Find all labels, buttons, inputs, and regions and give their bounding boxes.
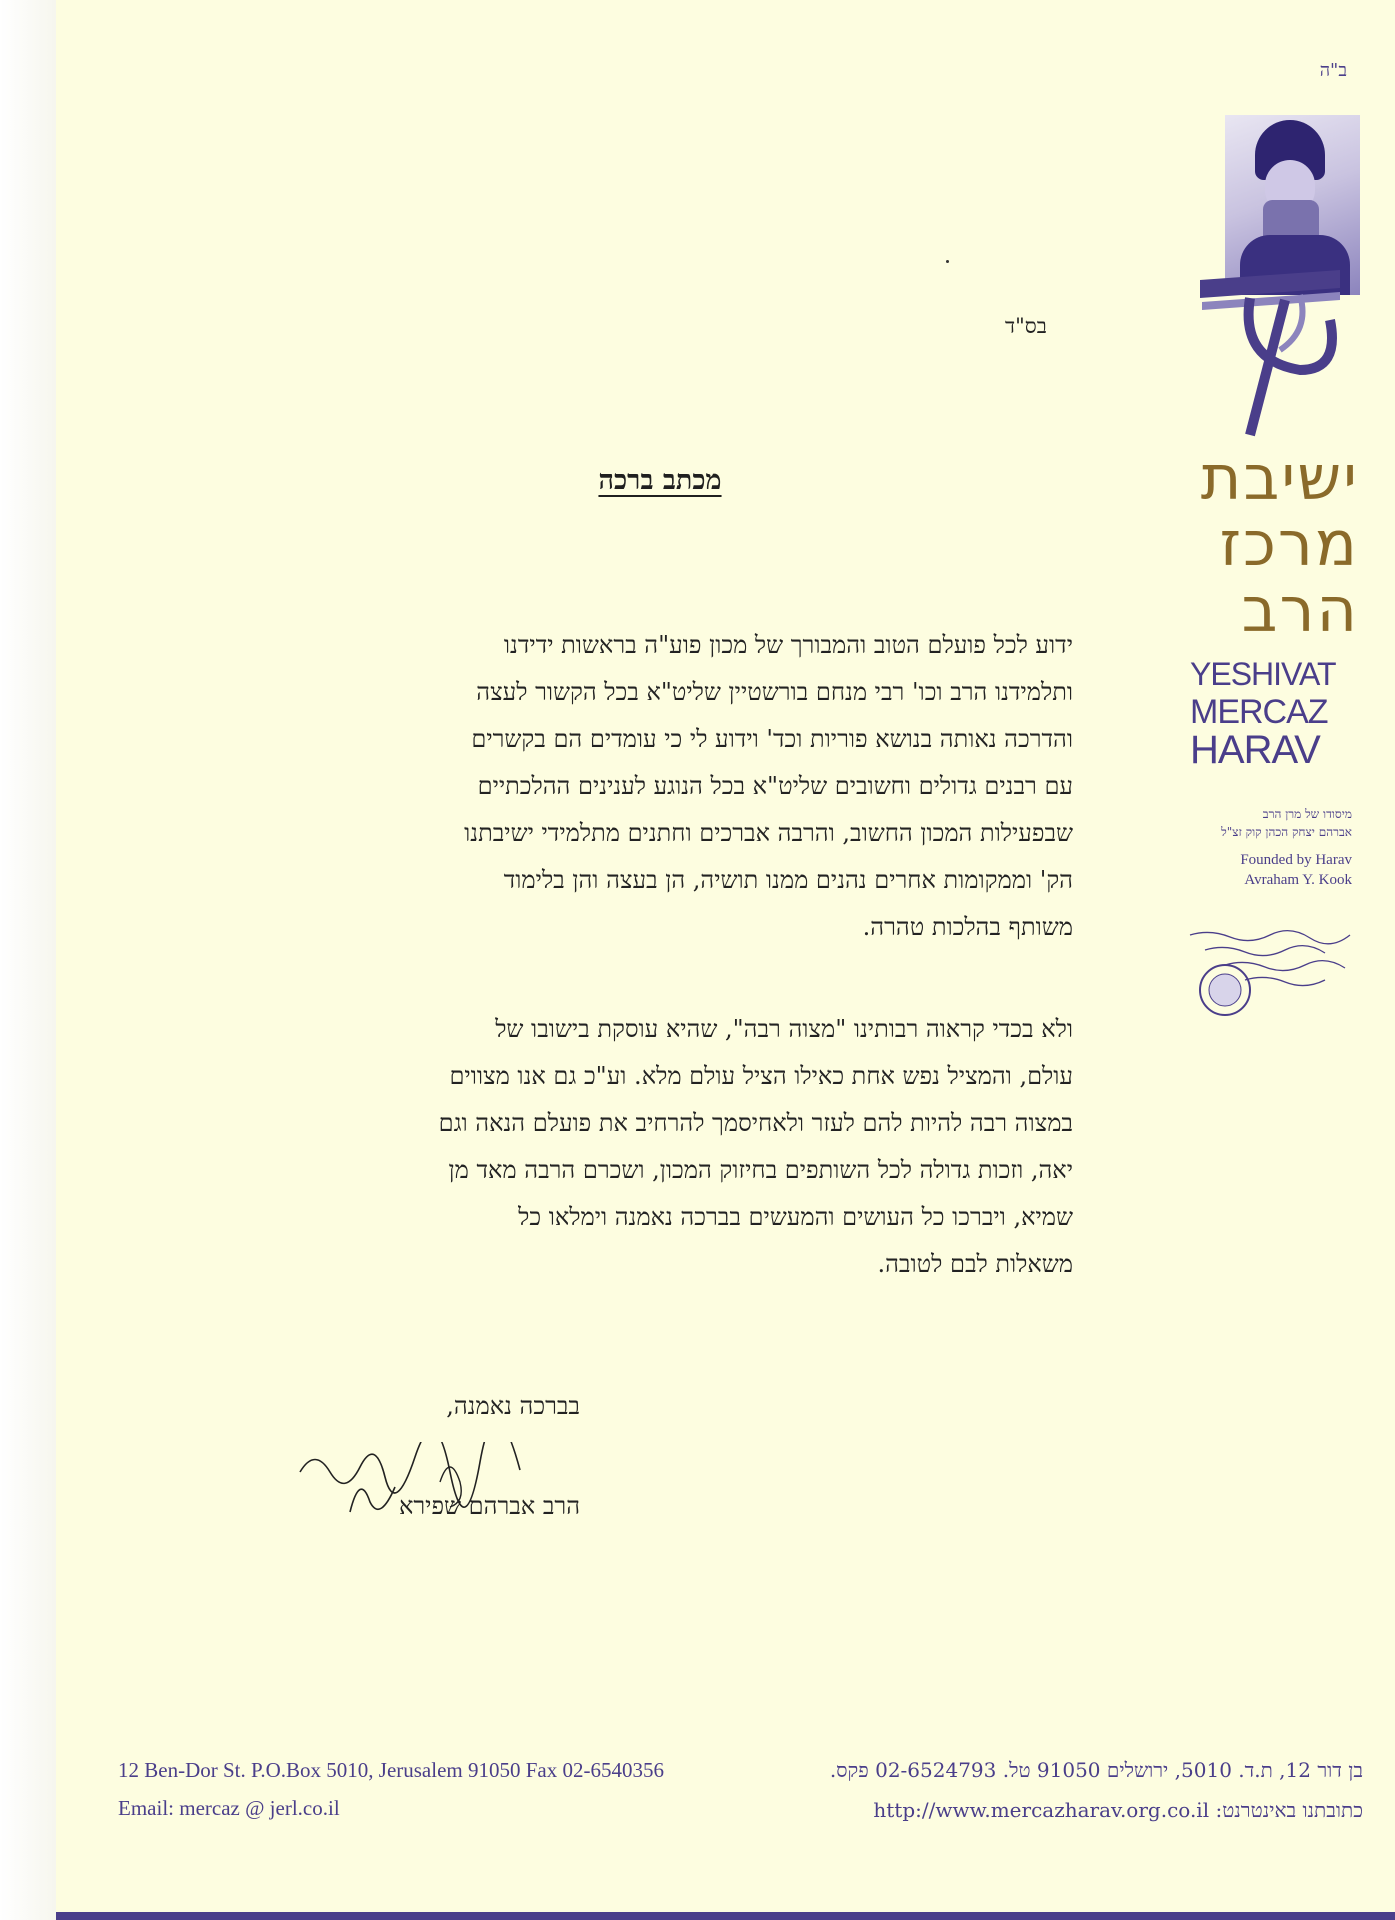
letter-paragraph-1 <box>253 622 1073 951</box>
founded-english <box>1152 850 1352 890</box>
bottom-border <box>56 1912 1395 1920</box>
bsd-mark: בס"ד <box>1005 314 1047 338</box>
footer-address-english: 12 Ben-Dor St. P.O.Box 5010, Jerusalem 91050 Fax 02-6540356 <box>118 1758 664 1782</box>
paragraph-line: ותלמידנו הרב וכו' רבי מנחם בורשטיין שליט"א בכל הקשור לעצה <box>476 678 1073 706</box>
paragraph-line: משאלות לבם לטובה. <box>877 1250 1073 1278</box>
paragraph-line: יאה, וזכות גדולה לכל השותפים בחיזוק המכון, ושכרם הרבה מאד מן <box>448 1156 1073 1184</box>
logo-hebrew-line: הרב <box>1241 573 1359 646</box>
closing-greeting: בברכה נאמנה, <box>446 1392 580 1420</box>
paragraph-line: במצוה רבה להיות להם לעזר ולאחיסמך להרחיב את פועלם הנאה וגם <box>438 1109 1073 1137</box>
flag-emblem-icon <box>1190 260 1370 440</box>
logo-english-line: HARAV <box>1190 728 1320 772</box>
stray-dot <box>946 260 949 263</box>
footer-website: כתובתנו באינטרנט: http://www.mercazharav.org.co.il <box>873 1798 1363 1822</box>
letterhead-footer <box>0 1740 1395 1920</box>
paragraph-line: והדרכה נאותה בנושא פוריות וכד' וידוע לי כי עומדים הם בקשרים <box>471 725 1073 753</box>
founded-hebrew-line: מיסודו של מרן הרב <box>1262 807 1352 821</box>
scan-edge <box>0 0 56 1920</box>
paragraph-line: שמיא, ויברכו כל העושים והמעשים בברכה נאמנה וימלאו כל <box>518 1203 1073 1231</box>
paragraph-line: ולא בכדי קראוה רבותינו "מצוה רבה", שהיא עוסקת בישובו של <box>495 1015 1073 1043</box>
logo-hebrew-line: ישיבת <box>1200 441 1359 514</box>
yeshiva-english-logo <box>1190 655 1370 772</box>
footer-email: Email: mercaz @ jerl.co.il <box>118 1796 340 1820</box>
paragraph-line: הק' וממקומות אחרים נהנים ממנו תושיה, הן בעצה והן בלימוד <box>503 866 1073 894</box>
paragraph-line: ידוע לכל פועלם הטוב והמבורך של מכון פוע"ה בראשות ידידנו <box>503 631 1073 659</box>
bh-mark: ב"ה <box>1319 60 1347 81</box>
logo-english-line: MERCAZ <box>1190 693 1328 731</box>
signer-name: הרב אברהם שפירא <box>398 1492 580 1520</box>
founded-hebrew <box>1152 805 1352 841</box>
paragraph-line: משותף בהלכות טהרה. <box>862 913 1073 941</box>
paragraph-line: עולם, והמציל נפש אחת כאילו הציל עולם מלא. וע"כ גם אנו מצווים <box>449 1062 1073 1090</box>
footer-address-hebrew: בן דור 12, ת.ד. 5010, ירושלים 91050 טל. 02-6524793 פקס. <box>829 1758 1363 1782</box>
founded-hebrew-line: אברהם יצחק הכהן קוק זצ"ל <box>1221 825 1352 839</box>
paragraph-line: עם רבנים גדולים וחשובים שליט"א בכל הנוגע לענינים ההלכתיים <box>477 772 1073 800</box>
letter-paragraph-2 <box>253 1006 1073 1288</box>
letter-title: מכתב ברכה <box>598 465 722 496</box>
logo-english-line: YESHIVAT <box>1190 656 1336 692</box>
logo-hebrew-line: מרכז <box>1219 507 1359 580</box>
paragraph-line: שבפעילות המכון החשוב, והרבה אברכים וחתנים מתלמידי ישיבתנו <box>464 819 1073 847</box>
founded-english-line: Avraham Y. Kook <box>1244 872 1352 888</box>
founded-english-line: Founded by Harav <box>1240 852 1352 868</box>
handwritten-note-stamp <box>1185 925 1365 1020</box>
yeshiva-hebrew-logo <box>1159 441 1359 646</box>
